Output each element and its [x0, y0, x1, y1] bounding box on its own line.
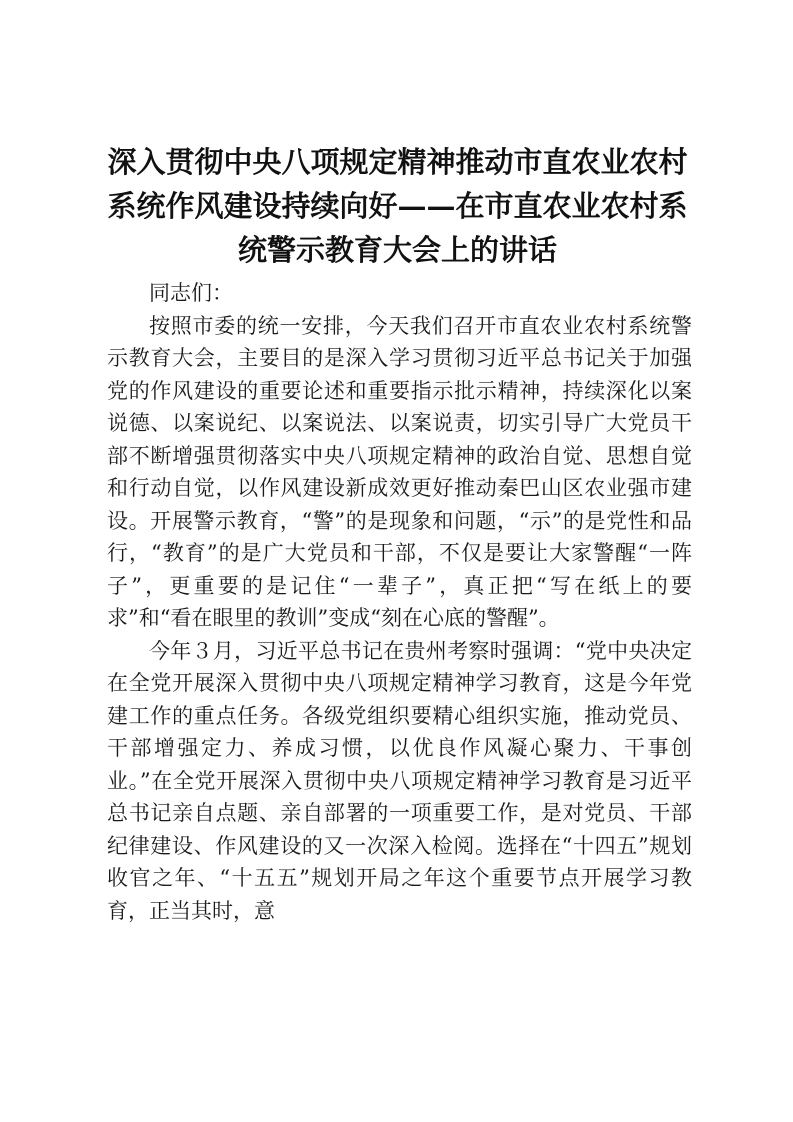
document-title: 深入贯彻中央八项规定精神推动市直农业农村系统作风建设持续向好——在市直农业农村系统警示教育大会上的讲话	[107, 145, 688, 267]
paragraph-2: 今年３月，习近平总书记在贵州考察时强调：“党中央决定在全党开展深入贯彻中央八项规定精神学习教育，这是今年党建工作的重点任务。各级党组织要精心组织实施，推动党员、干部增强定力、养成习惯，以优良作风凝心聚力、干事创业。”在全党开展深入贯彻中央八项规定精神学习教育是习近平总书记亲自点题、亲自部署的一项重要工作，是对党员、干部纪律建设、作风建设的又一次深入检阅。选择在“十四五”规划收官之年、“十五五”规划开局之年这个重要节点开展学习教育，正当其时，意	[107, 638, 692, 923]
salutation: 同志们：	[149, 281, 233, 305]
paragraph-1: 按照市委的统一安排，今天我们召开市直农业农村系统警示教育大会，主要目的是深入学习贯彻习近平总书记关于加强党的作风建设的重要论述和重要指示批示精神，持续深化以案说德、以案说纪、以案说法、以案说责，切实引导广大党员干部不断增强贯彻落实中央八项规定精神的政治自觉、思想自觉和行动自觉，以作风建设新成效更好推动秦巴山区农业强市建设。开展警示教育，“警”的是现象和问题，“示”的是党性和品行，“教育”的是广大党员和干部，不仅是要让大家警醒“一阵子”，更重要的是记住“一辈子”，真正把“写在纸上的要求”和“看在眼里的教训”变成“刻在心底的警醒”。	[107, 313, 692, 630]
document-body	[107, 277, 692, 927]
